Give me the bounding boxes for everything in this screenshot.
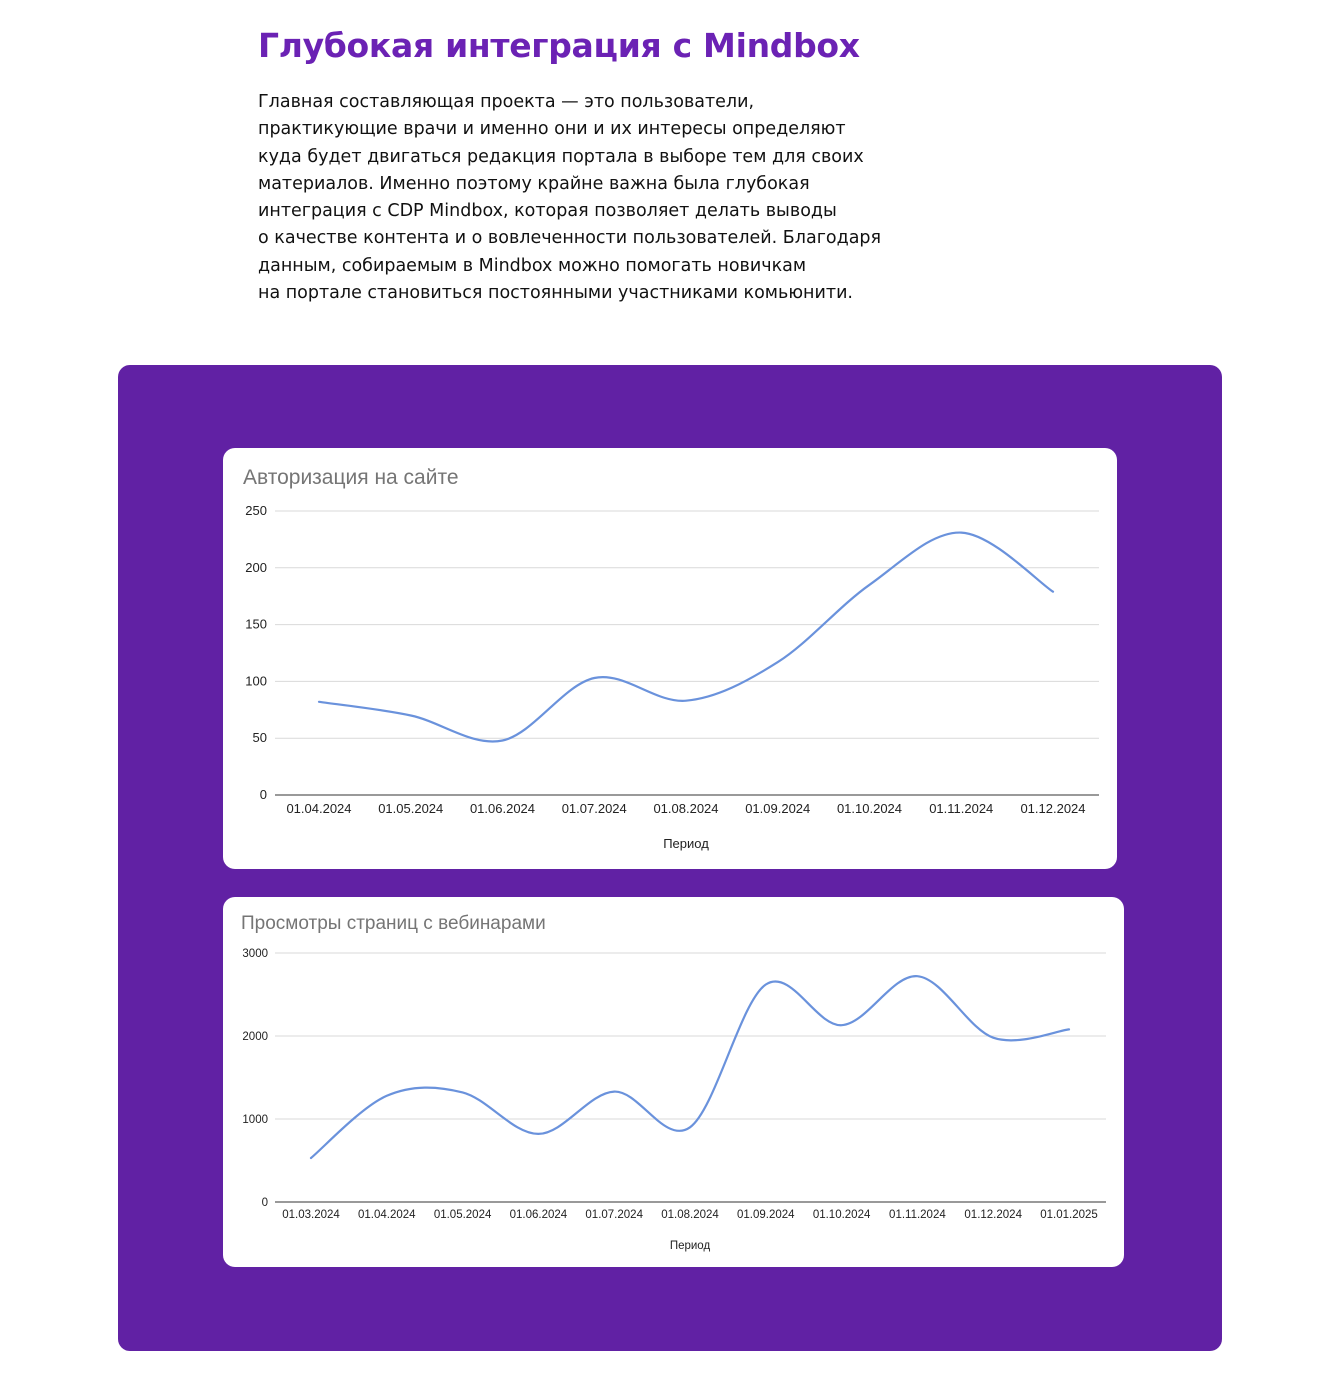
data-point — [1051, 589, 1056, 594]
x-axis-title: Период — [663, 836, 709, 851]
data-point — [763, 982, 768, 987]
x-axis-title: Период — [669, 1240, 711, 1252]
intro-line: интеграция с CDP Mindbox, которая позволяет делать выводы — [258, 201, 837, 222]
data-point — [775, 660, 780, 665]
series-line — [319, 533, 1053, 742]
data-point — [915, 974, 920, 979]
intro-line: Главная составляющая проекта — это пользователи, — [258, 92, 755, 112]
x-tick-label: 01.08.2024 — [661, 1209, 719, 1221]
data-point — [991, 1035, 996, 1040]
intro-line: материалов. Именно поэтому крайне важна была глубокая — [258, 173, 810, 194]
data-point — [592, 675, 597, 680]
y-tick-label: 50 — [252, 730, 267, 746]
x-tick-label: 01.01.2025 — [1040, 1209, 1098, 1221]
intro-line: на портале становиться постоянными участниками комьюнити. — [258, 283, 853, 304]
data-point — [317, 699, 322, 704]
chart-title: Просмотры страниц с вебинарами — [241, 913, 546, 934]
y-tick-label: 100 — [245, 673, 267, 689]
series-line — [311, 976, 1069, 1158]
x-tick-label: 01.11.2024 — [929, 801, 994, 816]
x-tick-label: 01.09.2024 — [737, 1209, 795, 1221]
chart-card-authorization — [223, 448, 1117, 869]
data-point — [408, 713, 413, 718]
y-tick-label: 2000 — [242, 1031, 268, 1043]
webinar-views-line-chart — [223, 897, 1124, 1267]
data-point — [1067, 1027, 1072, 1032]
x-tick-label: 01.08.2024 — [653, 801, 719, 816]
y-tick-label: 0 — [259, 787, 267, 802]
intro-line: о качестве контента и о вовлеченности пользователей. Благодаря — [258, 228, 882, 249]
x-tick-label: 01.07.2024 — [585, 1209, 643, 1221]
y-tick-label: 250 — [245, 503, 267, 518]
y-tick-label: 1000 — [242, 1114, 268, 1126]
chart-card-webinar-views — [223, 897, 1124, 1267]
x-tick-label: 01.04.2024 — [358, 1209, 416, 1221]
data-point — [684, 698, 689, 703]
y-tick-label: 3000 — [242, 948, 268, 960]
x-tick-label: 01.10.2024 — [812, 1209, 871, 1221]
intro-line: практикующие врачи и именно они и их интересы определяют — [258, 119, 846, 140]
x-tick-label: 01.03.2024 — [282, 1209, 340, 1221]
chart-title: Авторизация на сайте — [243, 466, 459, 489]
data-point — [688, 1125, 693, 1130]
y-tick-label: 150 — [245, 616, 267, 632]
x-tick-label: 01.06.2024 — [509, 1209, 568, 1221]
x-tick-label: 01.09.2024 — [745, 801, 811, 816]
data-point — [500, 738, 505, 743]
intro-paragraph — [258, 89, 881, 307]
authorization-line-chart — [223, 448, 1117, 869]
x-tick-label: 01.05.2024 — [378, 801, 444, 816]
x-tick-label: 01.12.2024 — [1020, 801, 1086, 816]
x-tick-label: 01.04.2024 — [286, 801, 352, 816]
intro-line: данным, собираемым в Mindbox можно помогать новичкам — [258, 255, 807, 276]
x-tick-label: 01.05.2024 — [433, 1209, 492, 1221]
intro-line: куда будет двигаться редакция портала в выборе тем для своих — [258, 146, 864, 167]
data-point — [839, 1023, 844, 1028]
x-tick-label: 01.12.2024 — [964, 1209, 1022, 1221]
data-point — [959, 530, 964, 535]
data-point — [384, 1093, 389, 1098]
x-tick-label: 01.06.2024 — [469, 801, 536, 816]
x-tick-label: 01.07.2024 — [561, 801, 627, 816]
data-point — [536, 1131, 541, 1136]
page-title: Глубокая интеграция с Mindbox — [258, 26, 860, 65]
data-point — [612, 1089, 617, 1094]
data-point — [867, 582, 872, 587]
y-tick-label: 0 — [261, 1197, 268, 1209]
data-point — [309, 1156, 314, 1161]
x-tick-label: 01.10.2024 — [836, 801, 903, 816]
y-tick-label: 200 — [245, 559, 267, 575]
x-tick-label: 01.11.2024 — [889, 1209, 946, 1221]
data-point — [460, 1090, 465, 1095]
